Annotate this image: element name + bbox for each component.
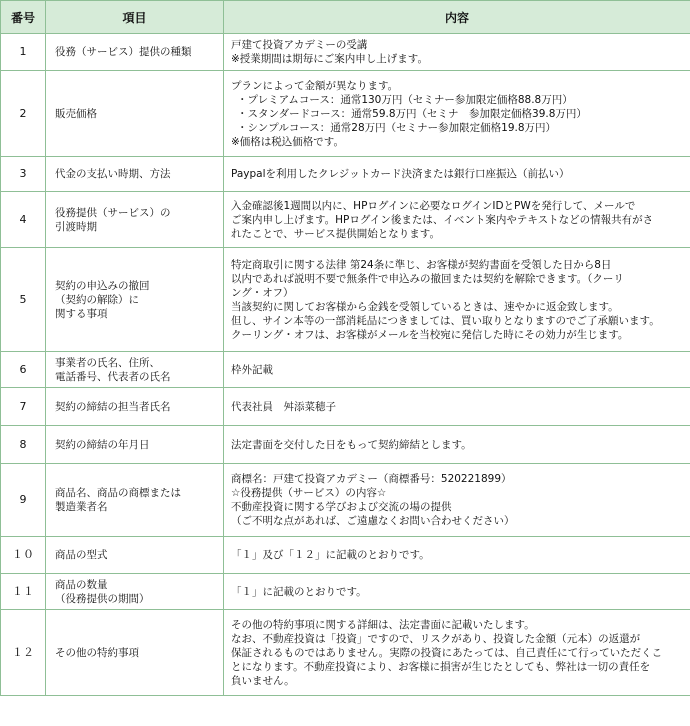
- content-line: ※授業期間は期毎にご案内申し上げます。: [231, 53, 428, 65]
- content-line: 代表社員 舛添菜穂子: [231, 400, 336, 413]
- content-line: ☆役務提供（サービス）の内容☆: [231, 487, 387, 499]
- content-line: 戸建て投資アカデミーの受講: [231, 39, 368, 51]
- content-line: ※価格は税込価格です。: [231, 135, 344, 148]
- content-line: とになります。不動産投資により、お客様に損害が生じたとしても、弊社は一切の責任を: [231, 660, 651, 673]
- row-item: [46, 464, 224, 537]
- table-row: [1, 157, 690, 192]
- table-row: [1, 426, 690, 464]
- content-line: 負いません。: [231, 674, 295, 687]
- item-line: 引渡時期: [55, 220, 97, 233]
- table-row: [1, 71, 690, 157]
- item-line: 商品の数量: [55, 578, 108, 591]
- table-row: [1, 352, 690, 388]
- table-header-row: [1, 1, 690, 34]
- item-line: 事業者の氏名、住所、: [55, 356, 160, 369]
- row-content: [224, 388, 690, 426]
- table-row: [1, 192, 690, 248]
- row-content: [224, 574, 690, 610]
- item-line: 商品名、商品の商標または: [55, 487, 181, 499]
- content-line: クーリング・オフは、お客様がメールを当校宛に発信した時にその効力が生じます。: [231, 328, 629, 341]
- content-line: 保証されるものではありません。実際の投資にあたっては、自己責任にて行っていただくこ: [231, 646, 663, 659]
- row-number: １２: [1, 610, 46, 696]
- content-line: ご案内申し上げます。HPログイン後または、イベント案内やテキストなどの情報共有がさ: [231, 213, 654, 226]
- table-row: [1, 574, 690, 610]
- row-item: [46, 248, 224, 352]
- item-line: 製造業者名: [55, 501, 108, 513]
- row-number: 3: [1, 157, 46, 192]
- content-line: 枠外記載: [231, 363, 273, 376]
- content-line: 法定書面を交付した日をもって契約締結とします。: [231, 438, 472, 451]
- row-content: [224, 71, 690, 157]
- header-item: 項目: [46, 1, 224, 34]
- row-number: １０: [1, 537, 46, 574]
- table-row: [1, 537, 690, 574]
- table-row: [1, 464, 690, 537]
- row-content: [224, 192, 690, 248]
- content-line: 但し、サイン本等の一部消耗品につきましては、買い取りとなりますのでご了承願います。: [231, 314, 660, 327]
- table-row: [1, 248, 690, 352]
- table-row: [1, 388, 690, 426]
- item-line: 契約の締結の担当者氏名: [55, 400, 171, 413]
- row-content: [224, 426, 690, 464]
- row-content: [224, 610, 690, 696]
- item-line: （契約の解除）に: [55, 293, 139, 306]
- row-content: [224, 248, 690, 352]
- row-content: [224, 157, 690, 192]
- content-line: 当該契約に関してお客様から金銭を受領しているときは、速やかに返金致します。: [231, 300, 619, 313]
- row-content: [224, 34, 690, 71]
- table-row: [1, 610, 690, 696]
- row-item: [46, 537, 224, 574]
- content-line: 「１」に記載のとおりです。: [231, 585, 367, 598]
- header-number: 番号: [1, 1, 46, 34]
- row-item: [46, 34, 224, 71]
- row-number: 9: [1, 464, 46, 537]
- content-line: 特定商取引に関する法律 第24条に準じ、お客様が契約書面を受領した日から8日: [231, 258, 612, 271]
- item-line: 関する事項: [55, 307, 108, 320]
- content-line: Paypalを利用したクレジットカード決済または銀行口座振込（前払い）: [231, 168, 570, 180]
- content-line: れたことで、サービス提供開始となります。: [231, 227, 440, 240]
- content-line: 商標名：戸建て投資アカデミー（商標番号：520221899）: [231, 473, 512, 485]
- row-number: 6: [1, 352, 46, 388]
- row-item: [46, 352, 224, 388]
- item-line: 電話番号、代表者の氏名: [55, 370, 171, 383]
- item-line: 役務提供（サービス）の: [55, 206, 171, 219]
- row-number: 4: [1, 192, 46, 248]
- content-line: 以内であれば説明不要で無条件で申込みの撤回または契約を解除できます。（クーリ: [231, 272, 624, 285]
- row-item: [46, 388, 224, 426]
- content-line: 入金確認後1週間以内に、HPログインに必要なログインIDとPWを発行して、メールで: [231, 199, 636, 212]
- item-line: 商品の型式: [55, 549, 108, 561]
- row-number: 8: [1, 426, 46, 464]
- item-line: 契約の申込みの撤回: [55, 279, 150, 292]
- item-line: その他の特約事項: [55, 646, 139, 659]
- item-line: 役務（サービス）提供の種類: [55, 46, 192, 58]
- row-item: [46, 157, 224, 192]
- content-line: ング・オフ）: [231, 286, 294, 299]
- item-line: 代金の支払い時期、方法: [55, 168, 171, 180]
- content-line: （ご不明な点があれば、ご遠慮なくお問い合わせください）: [231, 515, 515, 527]
- content-line: プランによって金額が異なります。: [231, 79, 399, 92]
- row-number: 7: [1, 388, 46, 426]
- item-line: 契約の締結の年月日: [55, 438, 150, 451]
- content-line: 不動産投資に関する学びおよび交流の場の提供: [231, 501, 452, 513]
- content-line: その他の特約事項に関する詳細は、法定書面に記載いたします。: [231, 618, 535, 631]
- row-content: [224, 464, 690, 537]
- row-number: 1: [1, 34, 46, 71]
- row-content: [224, 352, 690, 388]
- row-item: [46, 71, 224, 157]
- content-line: なお、不動産投資は「投資」ですので、リスクがあり、投資した金額（元本）の返還が: [231, 632, 641, 645]
- row-number: 2: [1, 71, 46, 157]
- content-line: ・シンプルコース：通常28万円（セミナー参加限定価格19.8万円）: [237, 121, 557, 134]
- row-item: [46, 574, 224, 610]
- header-content: 内容: [224, 1, 690, 34]
- row-content: [224, 537, 690, 574]
- row-item: [46, 192, 224, 248]
- table-row: [1, 34, 690, 71]
- content-line: ・プレミアムコース：通常130万円（セミナー参加限定価格88.8万円）: [237, 93, 573, 106]
- row-number: １１: [1, 574, 46, 610]
- row-item: [46, 426, 224, 464]
- row-item: [46, 610, 224, 696]
- content-line: 「１」及び「１２」に記載のとおりです。: [231, 549, 430, 561]
- row-number: 5: [1, 248, 46, 352]
- item-line: （役務提供の期間）: [55, 592, 150, 605]
- item-line: 販売価格: [55, 107, 97, 120]
- content-line: ・スタンダードコース：通常59.8万円（セミナ 参加限定価格39.8万円）: [237, 107, 587, 120]
